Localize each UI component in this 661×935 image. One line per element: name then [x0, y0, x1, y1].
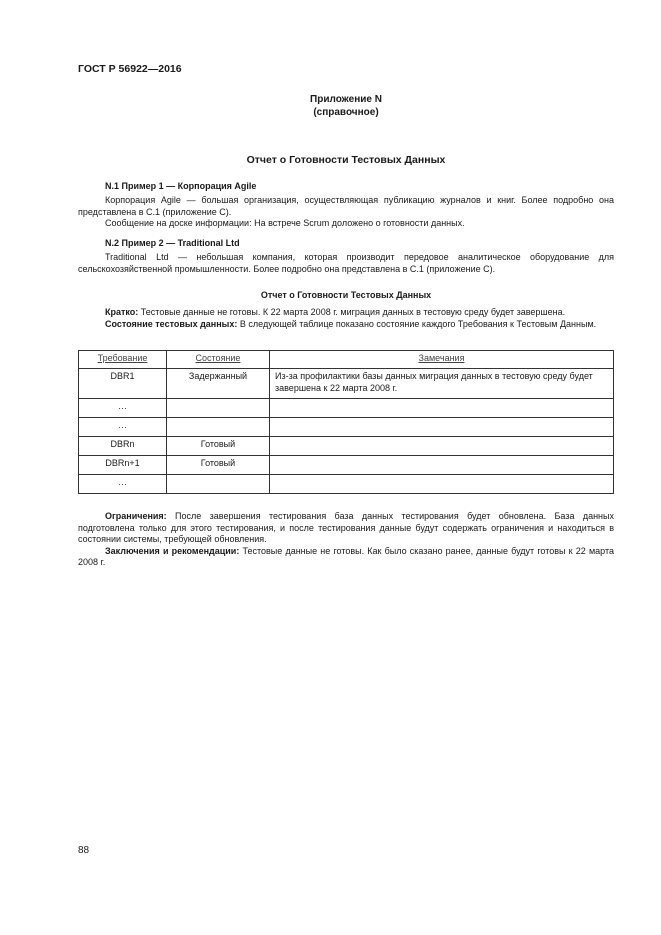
- page-number: 88: [78, 845, 90, 856]
- appendix-title: Приложение N: [310, 94, 382, 105]
- table-cell-remarks: [270, 437, 614, 456]
- table-cell-remarks: Из-за профилактики базы данных миграция данных в тестовую среду будет завершена к 22 марта 2008 г.: [270, 369, 614, 399]
- table-header-row: [79, 351, 614, 369]
- table-cell-remarks: [270, 399, 614, 418]
- section-2: [78, 238, 614, 275]
- table-cell-status: Задержанный: [167, 369, 270, 399]
- table-cell-requirement: …: [79, 399, 167, 418]
- table-row: [79, 475, 614, 494]
- section-1: [78, 181, 614, 230]
- brief-label: Кратко:: [105, 307, 139, 317]
- column-header-remarks: Замечания: [270, 351, 614, 369]
- conclusions-label: Заключения и рекомендации:: [105, 545, 240, 556]
- section-2-heading: N.2 Пример 2 — Traditional Ltd: [105, 238, 240, 248]
- column-header-requirement: Требование: [79, 351, 167, 369]
- table-cell-status: [167, 475, 270, 494]
- table-cell-remarks: [270, 418, 614, 437]
- table-cell-remarks: [270, 475, 614, 494]
- document-code: ГОСТ Р 56922—2016: [78, 63, 182, 75]
- table-cell-status: Готовый: [167, 456, 270, 475]
- table-row: [79, 418, 614, 437]
- table-cell-remarks: [270, 456, 614, 475]
- column-header-status: Состояние: [167, 351, 270, 369]
- section-2-paragraph-1: Traditional Ltd — небольшая компания, которая производит передовое аналитическое оборудование для сельскохозяйственной промышленности. Более подробно она представлена в С.1 (приложение С).: [78, 252, 614, 274]
- state-text: В следующей таблице показано состояние каждого Требования к Тестовым Данным.: [237, 318, 597, 329]
- closing-block: [78, 511, 614, 569]
- table-cell-requirement: …: [79, 475, 167, 494]
- table-cell-status: Готовый: [167, 437, 270, 456]
- test-data-status-table: [78, 350, 614, 494]
- section-1-heading: N.1 Пример 1 — Корпорация Agile: [105, 181, 257, 191]
- inner-report-title: Отчет о Готовности Тестовых Данных: [260, 290, 432, 300]
- state-paragraph: [78, 319, 614, 331]
- inner-report-summary: [78, 307, 614, 330]
- conclusions-text: Тестовые данные не готовы. Как было сказано ранее, данные будут готовы к 22 марта 2008 г.: [78, 545, 614, 568]
- limitations-text: После завершения тестирования база данных тестирования будет обновлена. База данных подготовлена только для этого тестирования, и после тестирования данные будут содержать ограничения и находиться в состоянии системы, требующей обновления.: [78, 511, 614, 545]
- report-title: Отчет о Готовности Тестовых Данных: [246, 154, 446, 166]
- section-1-paragraph-2: Сообщение на доске информации: На встрече Scrum доложено о готовности данных.: [105, 218, 465, 229]
- table-row: [79, 437, 614, 456]
- section-1-paragraph-1: Корпорация Agile — большая организация, осуществляющая публикацию журналов и книг. Более подробно она представлена в С.1 (приложение С).: [78, 195, 614, 217]
- brief-paragraph: [78, 307, 614, 319]
- appendix-heading: [78, 93, 614, 119]
- table-row: [79, 369, 614, 399]
- table-cell-requirement: DBR1: [79, 369, 167, 399]
- table-cell-status: [167, 399, 270, 418]
- brief-text: Тестовые данные не готовы. К 22 марта 2008 г. миграция данных в тестовую среду будет завершена.: [138, 307, 566, 317]
- limitations-label: Ограничения:: [105, 511, 167, 521]
- table-row: [79, 399, 614, 418]
- state-label: Состояние тестовых данных:: [105, 318, 238, 329]
- table-cell-requirement: DBRn: [79, 437, 167, 456]
- table-cell-requirement: DBRn+1: [79, 456, 167, 475]
- table-cell-status: [167, 418, 270, 437]
- limitations-paragraph: [78, 511, 614, 546]
- conclusions-paragraph: [78, 546, 614, 569]
- table-cell-requirement: …: [79, 418, 167, 437]
- table-row: [79, 456, 614, 475]
- appendix-subtitle: (справочное): [313, 107, 379, 118]
